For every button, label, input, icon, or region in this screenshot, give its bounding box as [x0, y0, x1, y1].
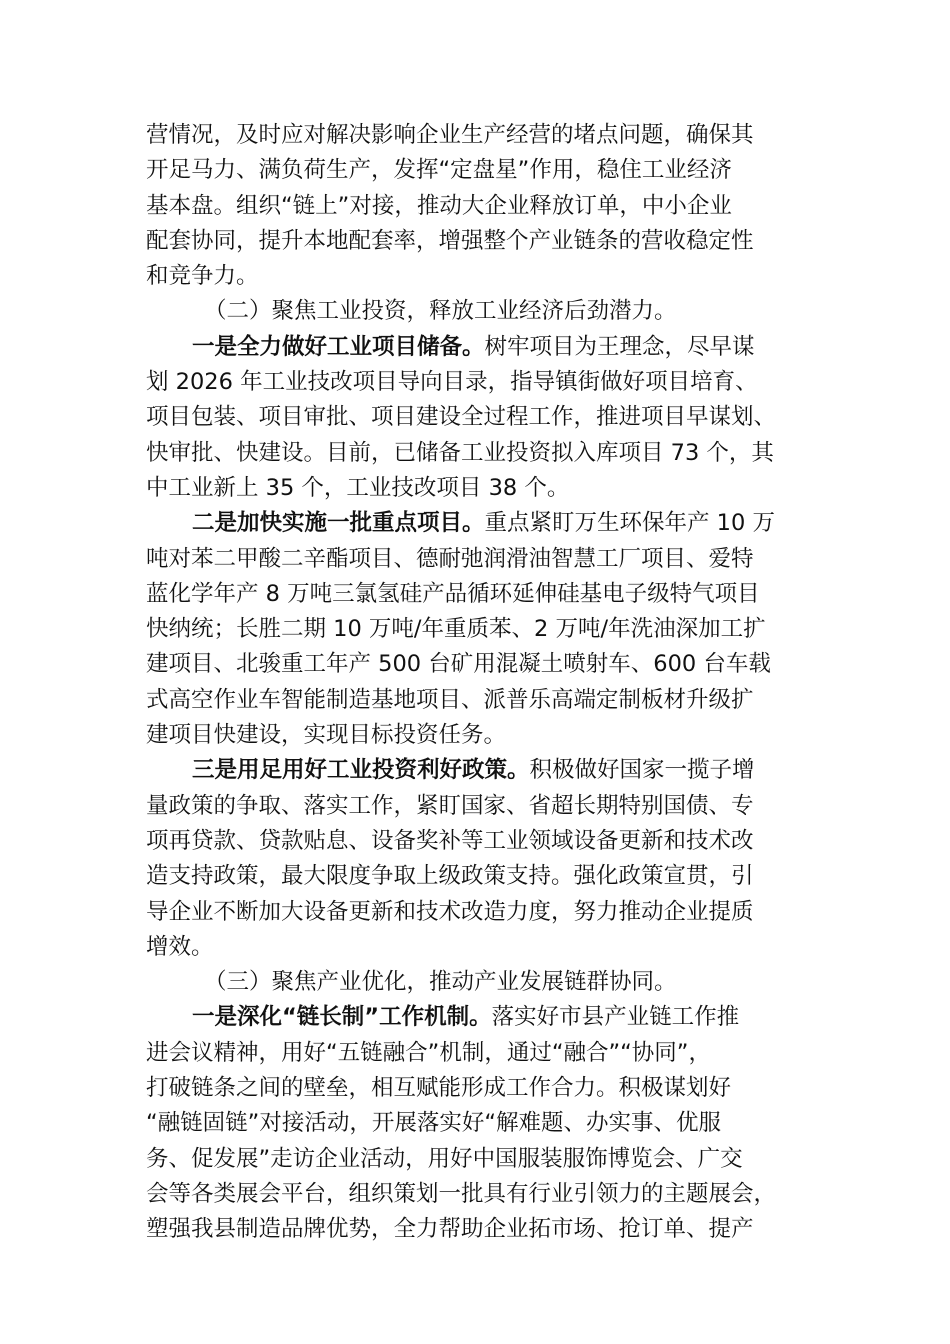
body-text: 建项目快建设，实现目标投资任务。	[146, 722, 507, 749]
paragraph-line	[146, 259, 810, 294]
paragraph-line	[146, 153, 810, 188]
body-text: 量政策的争取、落实工作，紧盯国家、省超长期特别国债、专	[146, 792, 754, 819]
paragraph-line	[146, 1106, 810, 1141]
body-text: 式高空作业车智能制造基地项目、派普乐高端定制板材升级扩	[146, 686, 754, 713]
body-text: 导企业不断加大设备更新和技术改造力度，努力推动企业提质	[146, 898, 754, 925]
paragraph-line	[146, 718, 810, 753]
section-heading	[146, 965, 810, 1000]
paragraph-line	[146, 365, 810, 400]
body-text: 快审批、快建设。目前，已储备工业投资拟入库项目 73 个，其	[146, 439, 774, 466]
body-text: 开足马力、满负荷生产，发挥“定盘星”作用，稳住工业经济	[146, 157, 732, 184]
paragraph-line	[146, 895, 810, 930]
body-text: 增效。	[146, 933, 214, 960]
body-text: 务、促发展”走访企业活动，用好中国服装服饰博览会、广交	[146, 1145, 743, 1172]
paragraph-line	[146, 471, 810, 506]
body-text: 划 2026 年工业技改项目导向目录，指导镇街做好项目培育、	[146, 369, 758, 396]
paragraph-line	[146, 118, 810, 153]
body-text: （二）聚焦工业投资，释放工业经济后劲潜力。	[204, 298, 677, 325]
paragraph-line	[146, 1177, 810, 1212]
body-text: 蓝化学年产 8 万吨三氯氢硅产品循环延伸硅基电子级特气项目	[146, 580, 760, 607]
paragraph-line	[146, 1071, 810, 1106]
body-text: 打破链条之间的壁垒，相互赋能形成工作合力。积极谋划好	[146, 1075, 732, 1102]
paragraph-line	[146, 506, 810, 541]
section-heading	[146, 294, 810, 329]
body-text: 树牢项目为王理念，尽早谋	[484, 333, 755, 360]
bold-lead-text: 一是深化“链长制”工作机制。	[192, 1004, 492, 1031]
body-text: 项目包装、项目审批、项目建设全过程工作，推进项目早谋划、	[146, 404, 777, 431]
paragraph-line	[146, 1000, 810, 1035]
paragraph-line	[146, 436, 810, 471]
body-text: 快纳统；长胜二期 10 万吨/年重质苯、2 万吨/年洗油深加工扩	[146, 616, 766, 643]
paragraph-line	[146, 753, 810, 788]
body-text: 项再贷款、贷款贴息、设备奖补等工业领域设备更新和技术改	[146, 827, 754, 854]
body-text: “融链固链”对接活动，开展落实好“解难题、办实事、优服	[146, 1110, 721, 1137]
body-text: 落实好市县产业链工作推	[491, 1004, 740, 1031]
body-text: 配套协同，提升本地配套率，增强整个产业链条的营收稳定性	[146, 227, 754, 254]
paragraph-line	[146, 189, 810, 224]
paragraph-line	[146, 647, 810, 682]
paragraph-line	[146, 330, 810, 365]
body-text: （三）聚焦产业优化，推动产业发展链群协同。	[204, 969, 677, 996]
bold-lead-text: 一是全力做好工业项目储备。	[192, 333, 485, 360]
paragraph-line	[146, 1142, 810, 1177]
paragraph-line	[146, 824, 810, 859]
body-text: 中工业新上 35 个，工业技改项目 38 个。	[146, 474, 570, 501]
paragraph-line	[146, 1212, 810, 1247]
paragraph-line	[146, 542, 810, 577]
paragraph-line	[146, 612, 810, 647]
body-text: 吨对苯二甲酸二辛酯项目、德耐弛润滑油智慧工厂项目、爱特	[146, 545, 754, 572]
paragraph-line	[146, 859, 810, 894]
body-text: 积极做好国家一揽子增	[529, 757, 755, 784]
body-text: 造支持政策，最大限度争取上级政策支持。强化政策宣贯，引	[146, 863, 754, 890]
bold-lead-text: 二是加快实施一批重点项目。	[192, 510, 485, 537]
paragraph-line	[146, 224, 810, 259]
paragraph-line	[146, 930, 810, 965]
body-text: 和竞争力。	[146, 263, 259, 290]
body-text: 基本盘。组织“链上”对接，推动大企业释放订单，中小企业	[146, 192, 732, 219]
document-page	[146, 118, 810, 1248]
paragraph-line	[146, 400, 810, 435]
paragraph-line	[146, 683, 810, 718]
body-text: 进会议精神，用好“五链融合”机制，通过“融合”“协同”，	[146, 1039, 711, 1066]
bold-lead-text: 三是用足用好工业投资利好政策。	[192, 757, 530, 784]
paragraph-line	[146, 789, 810, 824]
body-text: 会等各类展会平台，组织策划一批具有行业引领力的主题展会，	[146, 1180, 777, 1207]
paragraph-line	[146, 1036, 810, 1071]
body-text: 建项目、北骏重工年产 500 台矿用混凝土喷射车、600 台车载	[146, 651, 771, 678]
body-text: 塑强我县制造品牌优势，全力帮助企业拓市场、抢订单、提产	[146, 1216, 754, 1243]
paragraph-line	[146, 577, 810, 612]
body-text: 营情况，及时应对解决影响企业生产经营的堵点问题，确保其	[146, 122, 754, 148]
body-text: 重点紧盯万生环保年产 10 万	[484, 510, 775, 537]
